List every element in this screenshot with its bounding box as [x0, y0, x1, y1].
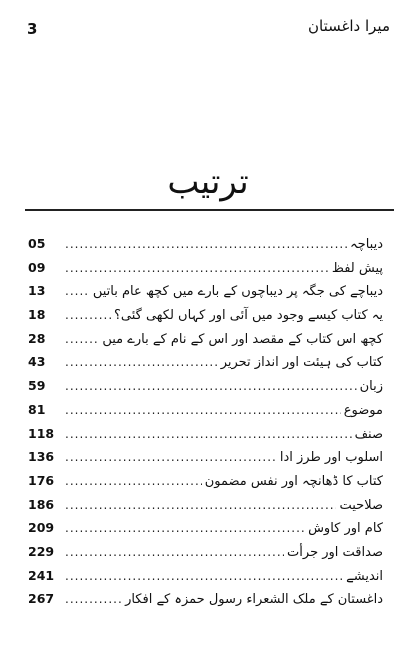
dot-leader [65, 423, 352, 447]
dot-leader [65, 517, 305, 541]
toc-entry-title: کام اور کاوش [308, 521, 383, 537]
toc-entry-title: اندیشے [346, 568, 383, 584]
dot-leader [65, 470, 202, 494]
dot-leader [65, 494, 336, 518]
toc-entry [28, 232, 383, 256]
dot-leader [65, 399, 341, 423]
toc-page-number: 136 [28, 449, 55, 465]
toc-entry-title: صنف [354, 426, 383, 442]
toc-entry-title: دیباچہ [350, 237, 383, 252]
dot-leader [65, 257, 329, 281]
toc-page-number: 229 [28, 543, 55, 559]
toc-entry [28, 564, 383, 588]
toc-page-number: 18 [28, 307, 46, 323]
toc-entry [28, 303, 383, 327]
toc-page-number: 13 [28, 283, 46, 299]
toc-page-number: 176 [28, 472, 55, 488]
toc-entry [28, 279, 383, 303]
running-title: میرا داغستان [308, 17, 390, 35]
toc-entry [28, 587, 383, 611]
toc-entry-title: دیباچے کی جگہ پر دیباچوں کے بارے میں کچھ عام باتیں [92, 284, 383, 300]
toc-entry [28, 469, 383, 493]
toc-page-number: 186 [28, 496, 55, 512]
dot-leader [65, 351, 218, 375]
toc-entry [28, 445, 383, 469]
toc-entry [28, 540, 383, 564]
dot-leader [65, 233, 347, 257]
toc-page-number: 28 [28, 330, 46, 346]
toc-page-number: 267 [28, 591, 55, 607]
toc-entry-title: پیش لفظ [331, 260, 383, 276]
heading-rule [25, 209, 394, 211]
toc-entry [28, 398, 383, 422]
toc-page-number: 09 [28, 259, 46, 275]
dot-leader [65, 588, 122, 612]
dot-leader [65, 304, 111, 328]
toc-list [28, 232, 383, 611]
toc-entry [28, 256, 383, 280]
toc-entry-title: موضوع [343, 402, 383, 418]
toc-entry [28, 374, 383, 398]
toc-heading: ترتیب [167, 162, 249, 202]
toc-entry-title: یہ کتاب کیسے وجود میں آئی اور کہاں لکھی گئی؟ [113, 308, 383, 324]
dot-leader [65, 375, 357, 399]
toc-page-number: 59 [28, 378, 46, 394]
toc-entry-title: کچھ اس کتاب کے مقصد اور اس کے نام کے بارے میں [102, 331, 383, 347]
toc-entry [28, 327, 383, 351]
toc-entry [28, 422, 383, 446]
toc-entry-title: صداقت اور جرأت [287, 544, 383, 560]
toc-entry-title: اسلوب اور طرز ادا [279, 450, 383, 466]
dot-leader [65, 565, 343, 589]
toc-page-number: 05 [28, 236, 46, 251]
toc-entry [28, 516, 383, 540]
toc-entry-title: صلاحیت [339, 497, 383, 513]
toc-entry-title: داغستان کے ملک الشعراء رسول حمزہ کے افکار [125, 592, 383, 608]
toc-entry-title: زبان [359, 379, 383, 395]
dot-leader [65, 328, 99, 352]
toc-entry [28, 350, 383, 374]
toc-page-number: 43 [28, 354, 46, 370]
page-number: 3 [27, 20, 38, 38]
toc-page-number: 81 [28, 401, 46, 417]
dot-leader [65, 446, 277, 470]
toc-page-number: 209 [28, 520, 55, 536]
dot-leader [65, 280, 90, 304]
toc-page-number: 118 [28, 425, 55, 441]
toc-page-number: 241 [28, 567, 55, 583]
toc-entry-title: کتاب کا ڈھانچہ اور نفس مضمون [204, 473, 383, 489]
toc-entry-title: کتاب کی ہیئت اور انداز تحریر [220, 355, 383, 371]
toc-entry [28, 493, 383, 517]
dot-leader [65, 541, 284, 565]
